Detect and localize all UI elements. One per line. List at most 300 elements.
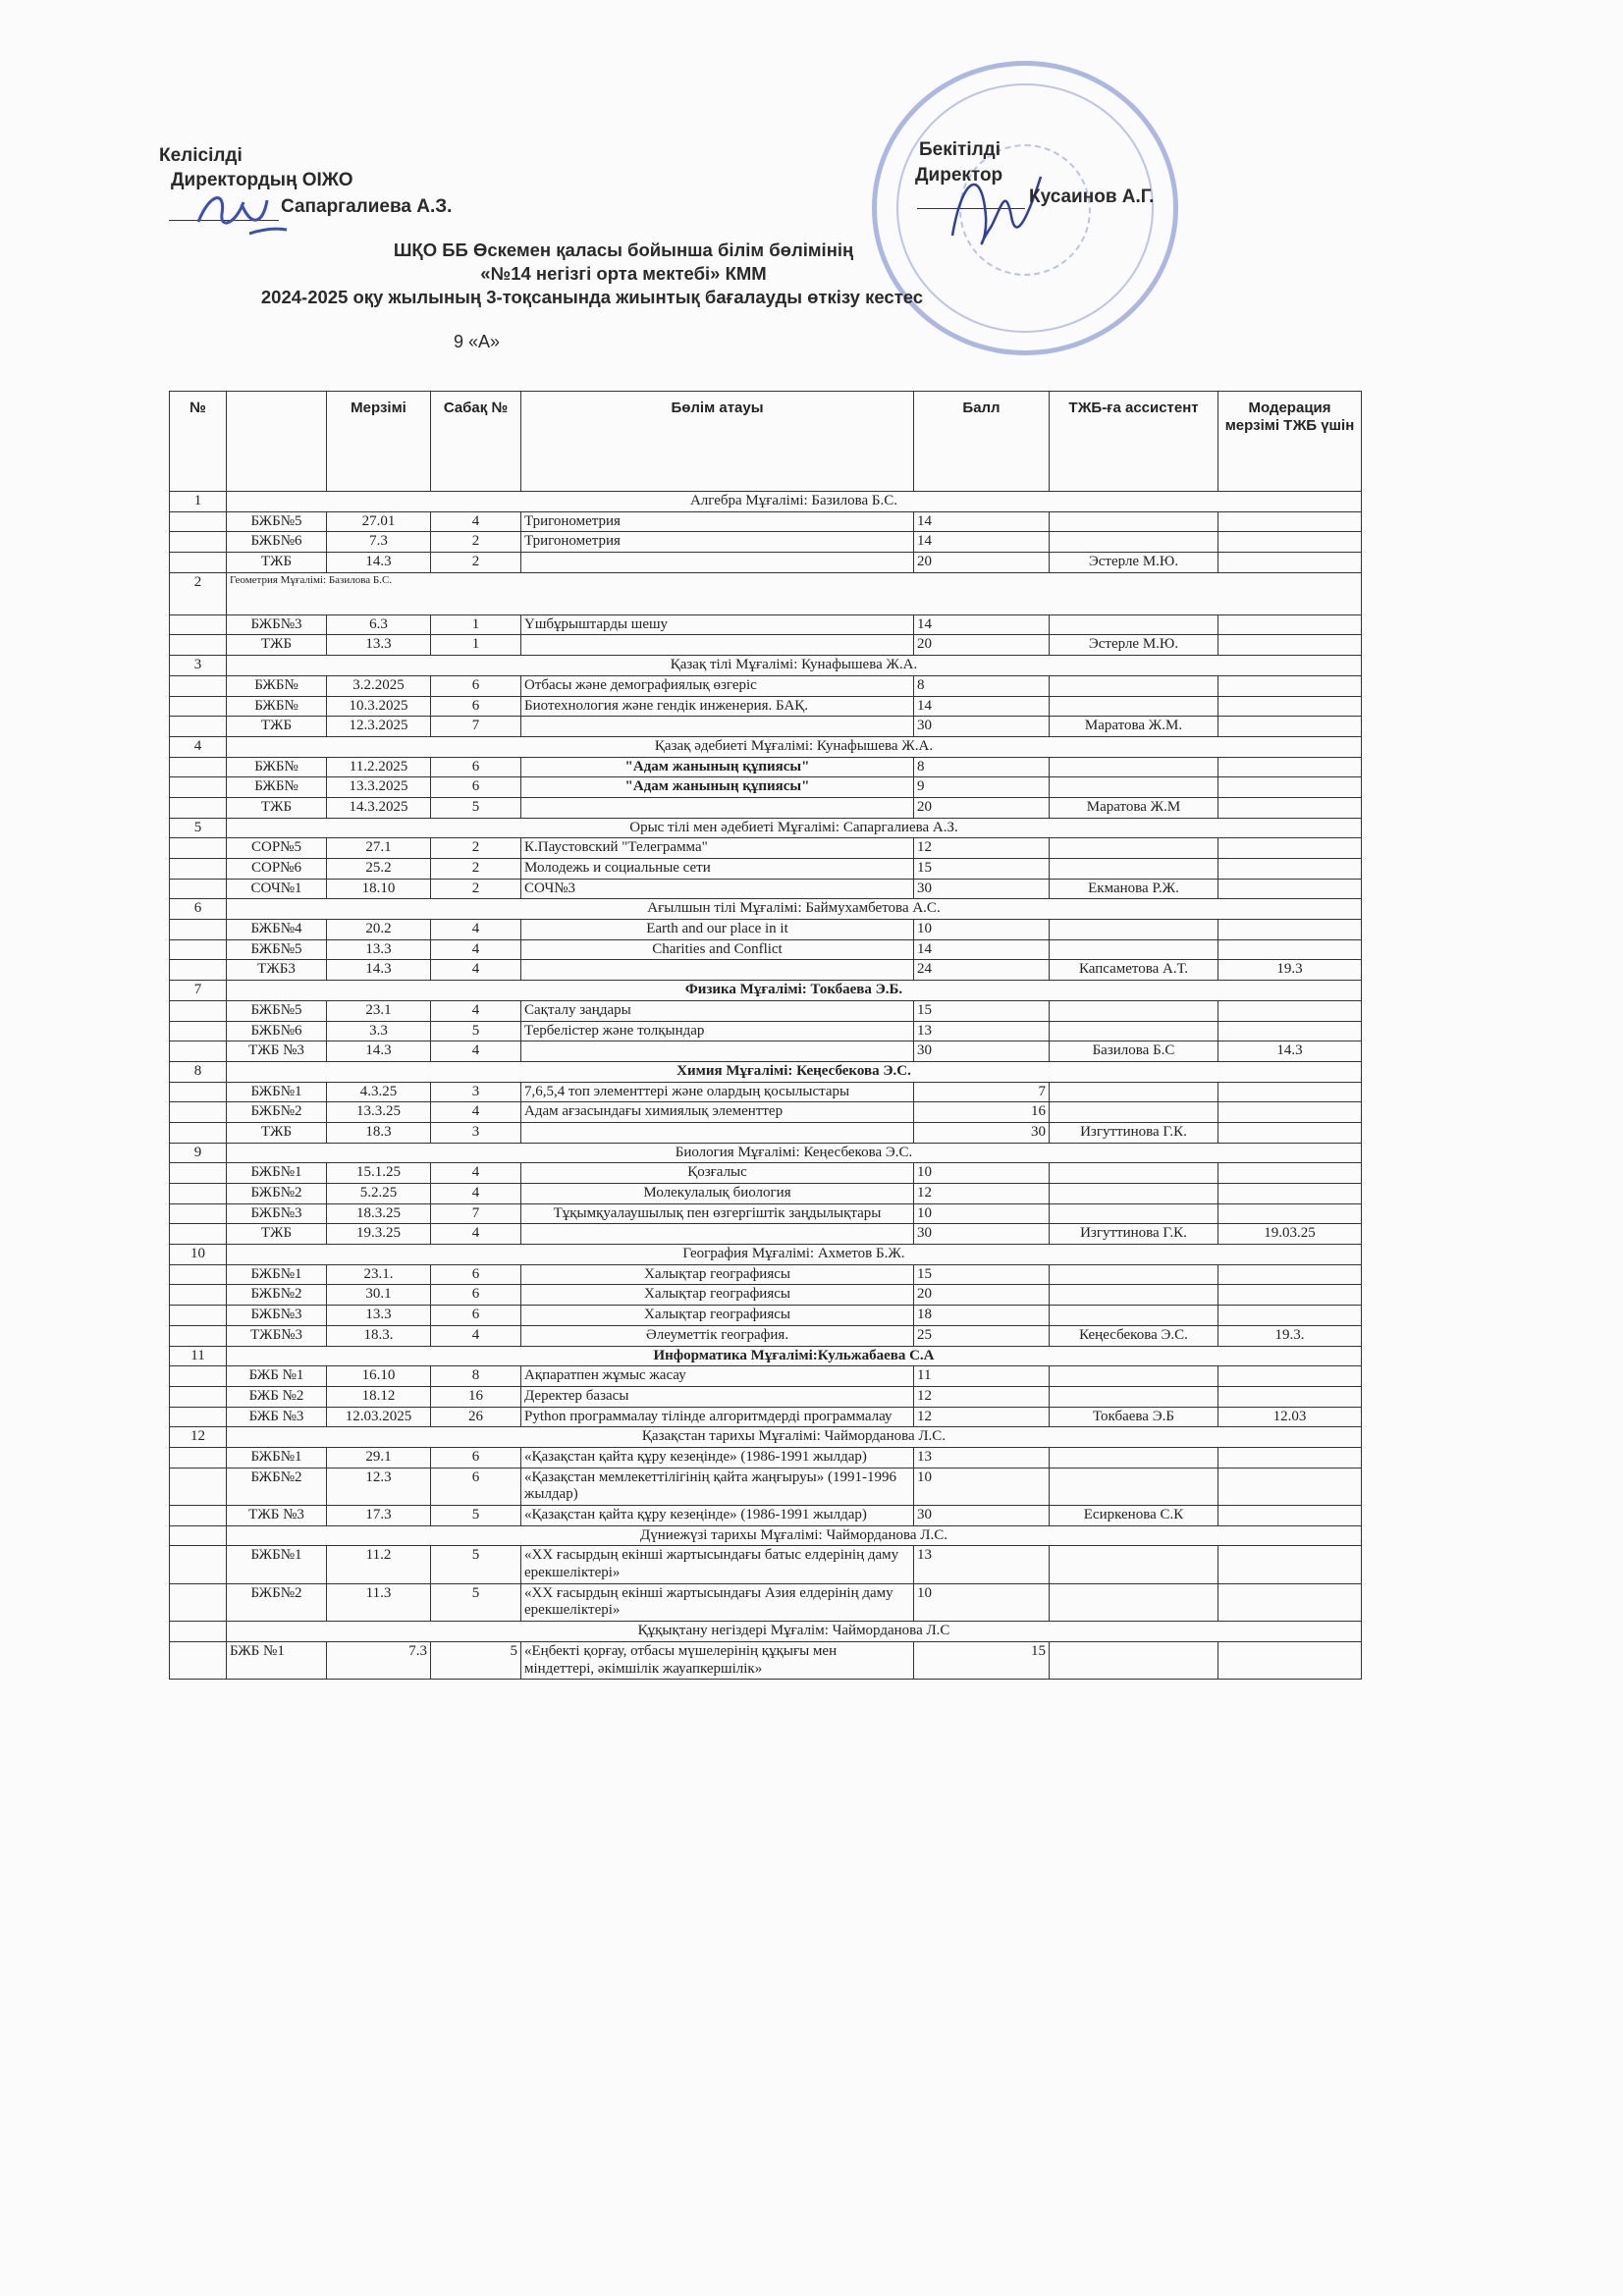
assessment-type: БЖБ№3 [227, 1203, 327, 1224]
moderation-date: 19.3. [1218, 1325, 1362, 1346]
assessment-date: 11.2.2025 [327, 757, 431, 777]
score: 15 [914, 1000, 1050, 1021]
moderation-date [1218, 511, 1362, 532]
table-row [170, 1366, 1362, 1387]
table-row [170, 777, 1362, 798]
empty-cell [170, 614, 227, 635]
topic: "Адам жанының құпиясы" [521, 757, 914, 777]
moderation-date [1218, 1021, 1362, 1041]
assessment-date: 18.3 [327, 1122, 431, 1143]
score: 15 [914, 1641, 1050, 1679]
topic: Earth and our place in it [521, 920, 914, 940]
empty-cell [170, 1163, 227, 1184]
section-row [170, 572, 1362, 614]
assessment-type: БЖБ№2 [227, 1583, 327, 1621]
assistant: Маратова Ж.М. [1050, 717, 1218, 737]
assessment-type: БЖБ№2 [227, 1285, 327, 1306]
lesson-number: 2 [431, 838, 521, 859]
lesson-number: 4 [431, 1184, 521, 1204]
assessment-date: 14.3 [327, 1041, 431, 1062]
table-row [170, 960, 1362, 981]
table-row [170, 1122, 1362, 1143]
table-row [170, 1407, 1362, 1427]
topic: «XX ғасырдың екінші жартысындағы батыс елдерінің даму ерекшеліктері» [521, 1546, 914, 1583]
empty-cell [170, 1468, 227, 1505]
lesson-number: 4 [431, 1102, 521, 1123]
table-row [170, 1325, 1362, 1346]
section-row [170, 1525, 1362, 1546]
section-row [170, 1143, 1362, 1163]
empty-cell [170, 1407, 227, 1427]
assessment-date: 12.3 [327, 1468, 431, 1505]
moderation-date [1218, 859, 1362, 880]
topic [521, 1224, 914, 1245]
topic: "Адам жанының құпиясы" [521, 777, 914, 798]
section-number: 5 [170, 818, 227, 838]
assessment-type: БЖБ №3 [227, 1407, 327, 1427]
score: 9 [914, 777, 1050, 798]
moderation-date: 19.3 [1218, 960, 1362, 981]
topic: Әлеуметтік география. [521, 1325, 914, 1346]
table-row [170, 553, 1362, 573]
assessment-date: 25.2 [327, 859, 431, 880]
score: 11 [914, 1366, 1050, 1387]
score: 8 [914, 757, 1050, 777]
lesson-number: 6 [431, 1264, 521, 1285]
header-moderation: Модерация мерзімі ТЖБ үшін [1218, 392, 1362, 492]
agreed-name: Сапаргалиева А.З. [281, 196, 453, 217]
assessment-date: 23.1 [327, 1000, 431, 1021]
table-header-row [170, 392, 1362, 492]
lesson-number: 4 [431, 1163, 521, 1184]
moderation-date [1218, 635, 1362, 656]
topic: Отбасы және демографиялық өзгеріс [521, 675, 914, 696]
section-title: Химия Мұғалімі: Кеңесбекова Э.С. [227, 1061, 1362, 1082]
topic [521, 635, 914, 656]
moderation-date [1218, 1264, 1362, 1285]
moderation-date [1218, 1366, 1362, 1387]
score: 30 [914, 1122, 1050, 1143]
empty-cell [170, 1366, 227, 1387]
moderation-date [1218, 797, 1362, 818]
lesson-number: 3 [431, 1122, 521, 1143]
lesson-number: 4 [431, 511, 521, 532]
topic: Халықтар географиясы [521, 1285, 914, 1306]
assessment-type: БЖБ№1 [227, 1546, 327, 1583]
empty-cell [170, 777, 227, 798]
section-row [170, 1061, 1362, 1082]
table-row [170, 1021, 1362, 1041]
topic: «Қазақстан қайта құру кезеңінде» (1986-1991 жылдар) [521, 1447, 914, 1468]
assessment-type: БЖБ№1 [227, 1163, 327, 1184]
table-row [170, 532, 1362, 553]
assessment-type: БЖБ№ [227, 675, 327, 696]
assessment-date: 14.3.2025 [327, 797, 431, 818]
approved-name: Кусаинов А.Г. [1029, 187, 1155, 207]
agreed-label: Келісілді [159, 145, 243, 166]
lesson-number: 3 [431, 1082, 521, 1102]
section-row [170, 492, 1362, 512]
assessment-date: 29.1 [327, 1447, 431, 1468]
topic: Халықтар географиясы [521, 1264, 914, 1285]
lesson-number: 2 [431, 553, 521, 573]
assessment-type: БЖБ№1 [227, 1264, 327, 1285]
score: 12 [914, 838, 1050, 859]
lesson-number: 6 [431, 757, 521, 777]
section-number: 2 [170, 572, 227, 614]
assessment-type: СОЧ№1 [227, 879, 327, 899]
moderation-date [1218, 939, 1362, 960]
assistant: Екманова Р.Ж. [1050, 879, 1218, 899]
topic: Биотехнология және гендік инженерия. БАҚ. [521, 696, 914, 717]
assessment-date: 30.1 [327, 1285, 431, 1306]
score: 30 [914, 1506, 1050, 1526]
title-line2: «№14 негізгі орта мектебі» КММ [480, 263, 767, 284]
approved-label: Бекітілді [919, 139, 1001, 160]
assistant [1050, 920, 1218, 940]
assessment-date: 17.3 [327, 1506, 431, 1526]
moderation-date [1218, 1102, 1362, 1123]
score: 14 [914, 532, 1050, 553]
empty-cell [170, 1546, 227, 1583]
empty-cell [170, 1224, 227, 1245]
assessment-date: 12.03.2025 [327, 1407, 431, 1427]
assistant [1050, 1082, 1218, 1102]
lesson-number: 5 [431, 797, 521, 818]
assistant [1050, 675, 1218, 696]
topic: Тригонометрия [521, 532, 914, 553]
empty-cell [170, 635, 227, 656]
topic: Молекулалық биология [521, 1184, 914, 1204]
assessment-date: 13.3 [327, 635, 431, 656]
score: 24 [914, 960, 1050, 981]
assessment-type: ТЖБ [227, 635, 327, 656]
assessment-type: БЖБ№5 [227, 1000, 327, 1021]
section-row [170, 981, 1362, 1001]
topic: «Қазақстан қайта құру кезеңінде» (1986-1991 жылдар) [521, 1506, 914, 1526]
assistant [1050, 511, 1218, 532]
assessment-type: ТЖБ [227, 1224, 327, 1245]
empty-cell [170, 939, 227, 960]
lesson-number: 5 [431, 1583, 521, 1621]
table-row [170, 920, 1362, 940]
assessment-date: 13.3 [327, 939, 431, 960]
score: 14 [914, 614, 1050, 635]
assessment-type: БЖБ№1 [227, 1447, 327, 1468]
moderation-date [1218, 1306, 1362, 1326]
table-row [170, 635, 1362, 656]
assessment-date: 18.10 [327, 879, 431, 899]
assistant [1050, 1641, 1218, 1679]
topic [521, 717, 914, 737]
assessment-date: 10.3.2025 [327, 696, 431, 717]
empty-cell [170, 1306, 227, 1326]
assistant [1050, 1306, 1218, 1326]
lesson-number: 1 [431, 635, 521, 656]
section-number: 10 [170, 1245, 227, 1265]
moderation-date [1218, 1583, 1362, 1621]
assistant [1050, 777, 1218, 798]
section-number [170, 1525, 227, 1546]
empty-cell [170, 1506, 227, 1526]
score: 12 [914, 1184, 1050, 1204]
assistant [1050, 757, 1218, 777]
assessment-date: 11.3 [327, 1583, 431, 1621]
assessment-type: БЖБ №1 [227, 1366, 327, 1387]
table-row [170, 511, 1362, 532]
table-row [170, 1041, 1362, 1062]
score: 20 [914, 797, 1050, 818]
assessment-type: БЖБ №1 [227, 1641, 327, 1679]
assessment-date: 18.3. [327, 1325, 431, 1346]
score: 15 [914, 859, 1050, 880]
header-type [227, 392, 327, 492]
empty-cell [170, 1082, 227, 1102]
moderation-date [1218, 1122, 1362, 1143]
moderation-date [1218, 920, 1362, 940]
topic: Тұқымқуалаушылық пен өзгергіштік заңдылықтары [521, 1203, 914, 1224]
section-number: 8 [170, 1061, 227, 1082]
table-row [170, 757, 1362, 777]
assessment-type: СОР№6 [227, 859, 327, 880]
assessment-date: 15.1.25 [327, 1163, 431, 1184]
score: 20 [914, 553, 1050, 573]
moderation-date [1218, 614, 1362, 635]
score: 16 [914, 1102, 1050, 1123]
header-number: № [170, 392, 227, 492]
score: 8 [914, 675, 1050, 696]
topic: Тригонометрия [521, 511, 914, 532]
score: 14 [914, 696, 1050, 717]
section-number: 11 [170, 1346, 227, 1366]
lesson-number: 2 [431, 879, 521, 899]
assessment-type: БЖБ№5 [227, 939, 327, 960]
score: 14 [914, 511, 1050, 532]
empty-cell [170, 1184, 227, 1204]
section-row [170, 1622, 1362, 1642]
topic: Ақпаратпен жұмыс жасау [521, 1366, 914, 1387]
empty-cell [170, 960, 227, 981]
assessment-date: 3.3 [327, 1021, 431, 1041]
header-date: Мерзімі [327, 392, 431, 492]
table-row [170, 614, 1362, 635]
title-line1: ШҚО ББ Өскемен қаласы бойынша білім бөлімінің [393, 240, 854, 260]
schedule-table [169, 391, 1362, 1680]
score: 30 [914, 717, 1050, 737]
score: 25 [914, 1325, 1050, 1346]
empty-cell [170, 553, 227, 573]
section-title: Қазақстан тарихы Мұғалімі: Чайморданова Л.С. [227, 1427, 1362, 1448]
assistant: Изгуттинова Г.К. [1050, 1224, 1218, 1245]
table-row [170, 859, 1362, 880]
section-number [170, 1622, 227, 1642]
assessment-date: 20.2 [327, 920, 431, 940]
table-row [170, 1203, 1362, 1224]
assessment-date: 18.3.25 [327, 1203, 431, 1224]
assessment-date: 13.3.2025 [327, 777, 431, 798]
score: 7 [914, 1082, 1050, 1102]
assistant [1050, 696, 1218, 717]
assessment-date: 13.3.25 [327, 1102, 431, 1123]
assessment-type: БЖБ №2 [227, 1386, 327, 1407]
assessment-type: БЖБ№5 [227, 511, 327, 532]
assistant: Эстерле М.Ю. [1050, 635, 1218, 656]
table-row [170, 1000, 1362, 1021]
moderation-date [1218, 532, 1362, 553]
assistant [1050, 1546, 1218, 1583]
empty-cell [170, 1641, 227, 1679]
assessment-type: ТЖБ [227, 553, 327, 573]
assessment-date: 4.3.25 [327, 1082, 431, 1102]
lesson-number: 5 [431, 1546, 521, 1583]
topic [521, 960, 914, 981]
moderation-date [1218, 1447, 1362, 1468]
lesson-number: 6 [431, 1447, 521, 1468]
assessment-date: 27.1 [327, 838, 431, 859]
empty-cell [170, 532, 227, 553]
topic [521, 1041, 914, 1062]
topic: Деректер базасы [521, 1386, 914, 1407]
table-row [170, 1082, 1362, 1102]
assistant [1050, 1203, 1218, 1224]
empty-cell [170, 1203, 227, 1224]
assistant [1050, 838, 1218, 859]
score: 15 [914, 1264, 1050, 1285]
assessment-date: 14.3 [327, 960, 431, 981]
assistant: Эстерле М.Ю. [1050, 553, 1218, 573]
assessment-type: БЖБ№3 [227, 1306, 327, 1326]
assistant [1050, 859, 1218, 880]
lesson-number: 4 [431, 939, 521, 960]
assessment-date: 27.01 [327, 511, 431, 532]
moderation-date [1218, 1203, 1362, 1224]
assistant: Базилова Б.С [1050, 1041, 1218, 1062]
score: 14 [914, 939, 1050, 960]
section-number: 12 [170, 1427, 227, 1448]
table-row [170, 797, 1362, 818]
table-row [170, 879, 1362, 899]
approved-position: Директор [915, 165, 1003, 186]
lesson-number: 6 [431, 777, 521, 798]
empty-cell [170, 1285, 227, 1306]
score: 13 [914, 1546, 1050, 1583]
lesson-number: 4 [431, 1224, 521, 1245]
moderation-date: 12.03 [1218, 1407, 1362, 1427]
assessment-type: ТЖБ№3 [227, 1325, 327, 1346]
section-number: 6 [170, 899, 227, 920]
lesson-number: 6 [431, 1285, 521, 1306]
topic [521, 797, 914, 818]
assistant [1050, 1184, 1218, 1204]
empty-cell [170, 1583, 227, 1621]
lesson-number: 6 [431, 696, 521, 717]
moderation-date [1218, 717, 1362, 737]
empty-cell [170, 838, 227, 859]
section-title: Информатика Мұғалімі:Кульжабаева С.А [227, 1346, 1362, 1366]
moderation-date: 14.3 [1218, 1041, 1362, 1062]
agreed-signature [192, 185, 291, 240]
empty-cell [170, 1102, 227, 1123]
empty-cell [170, 675, 227, 696]
lesson-number: 6 [431, 1306, 521, 1326]
table-row [170, 1546, 1362, 1583]
table-body [170, 492, 1362, 1680]
section-number: 1 [170, 492, 227, 512]
empty-cell [170, 1021, 227, 1041]
assessment-type: ТЖБ №3 [227, 1506, 327, 1526]
lesson-number: 2 [431, 859, 521, 880]
topic: Қозғалыс [521, 1163, 914, 1184]
table-row [170, 1583, 1362, 1621]
header-topic: Бөлім атауы [521, 392, 914, 492]
assistant [1050, 614, 1218, 635]
assessment-date: 18.12 [327, 1386, 431, 1407]
assessment-type: БЖБ№2 [227, 1468, 327, 1505]
assistant [1050, 532, 1218, 553]
assistant [1050, 1163, 1218, 1184]
table-row [170, 838, 1362, 859]
topic: Python программалау тілінде алгоритмдерді программалау [521, 1407, 914, 1427]
score: 10 [914, 1203, 1050, 1224]
score: 30 [914, 1224, 1050, 1245]
moderation-date [1218, 757, 1362, 777]
lesson-number: 16 [431, 1386, 521, 1407]
topic: Адам ағзасындағы химиялық элементтер [521, 1102, 914, 1123]
section-number: 3 [170, 656, 227, 676]
section-title: Алгебра Мұғалімі: Базилова Б.С. [227, 492, 1362, 512]
section-row [170, 656, 1362, 676]
assistant: Есиркенова С.К [1050, 1506, 1218, 1526]
section-row [170, 818, 1362, 838]
lesson-number: 4 [431, 1325, 521, 1346]
lesson-number: 8 [431, 1366, 521, 1387]
assessment-date: 19.3.25 [327, 1224, 431, 1245]
lesson-number: 1 [431, 614, 521, 635]
assistant [1050, 1000, 1218, 1021]
topic: Тербелістер және толқындар [521, 1021, 914, 1041]
lesson-number: 6 [431, 675, 521, 696]
moderation-date [1218, 675, 1362, 696]
class-label: 9 «А» [454, 332, 501, 351]
assistant [1050, 1264, 1218, 1285]
lesson-number: 6 [431, 1468, 521, 1505]
lesson-number: 26 [431, 1407, 521, 1427]
topic: Үшбұрыштарды шешу [521, 614, 914, 635]
moderation-date [1218, 777, 1362, 798]
assessment-date: 7.3 [327, 1641, 431, 1679]
assistant: Изгуттинова Г.К. [1050, 1122, 1218, 1143]
assessment-date: 16.10 [327, 1366, 431, 1387]
lesson-number: 4 [431, 1000, 521, 1021]
header-assistant: ТЖБ-ға ассистент [1050, 392, 1218, 492]
assessment-date: 3.2.2025 [327, 675, 431, 696]
assessment-type: ТЖБ №3 [227, 1041, 327, 1062]
score: 10 [914, 1163, 1050, 1184]
section-title: Дүниежүзі тарихы Мұғалімі: Чайморданова Л.С. [227, 1525, 1362, 1546]
assessment-type: БЖБ№2 [227, 1102, 327, 1123]
table-row [170, 696, 1362, 717]
moderation-date [1218, 1506, 1362, 1526]
empty-cell [170, 696, 227, 717]
moderation-date [1218, 553, 1362, 573]
section-row [170, 899, 1362, 920]
assessment-type: ТЖБ [227, 1122, 327, 1143]
empty-cell [170, 859, 227, 880]
topic: Charities and Conflict [521, 939, 914, 960]
assistant [1050, 1386, 1218, 1407]
assessment-date: 6.3 [327, 614, 431, 635]
table-row [170, 1306, 1362, 1326]
